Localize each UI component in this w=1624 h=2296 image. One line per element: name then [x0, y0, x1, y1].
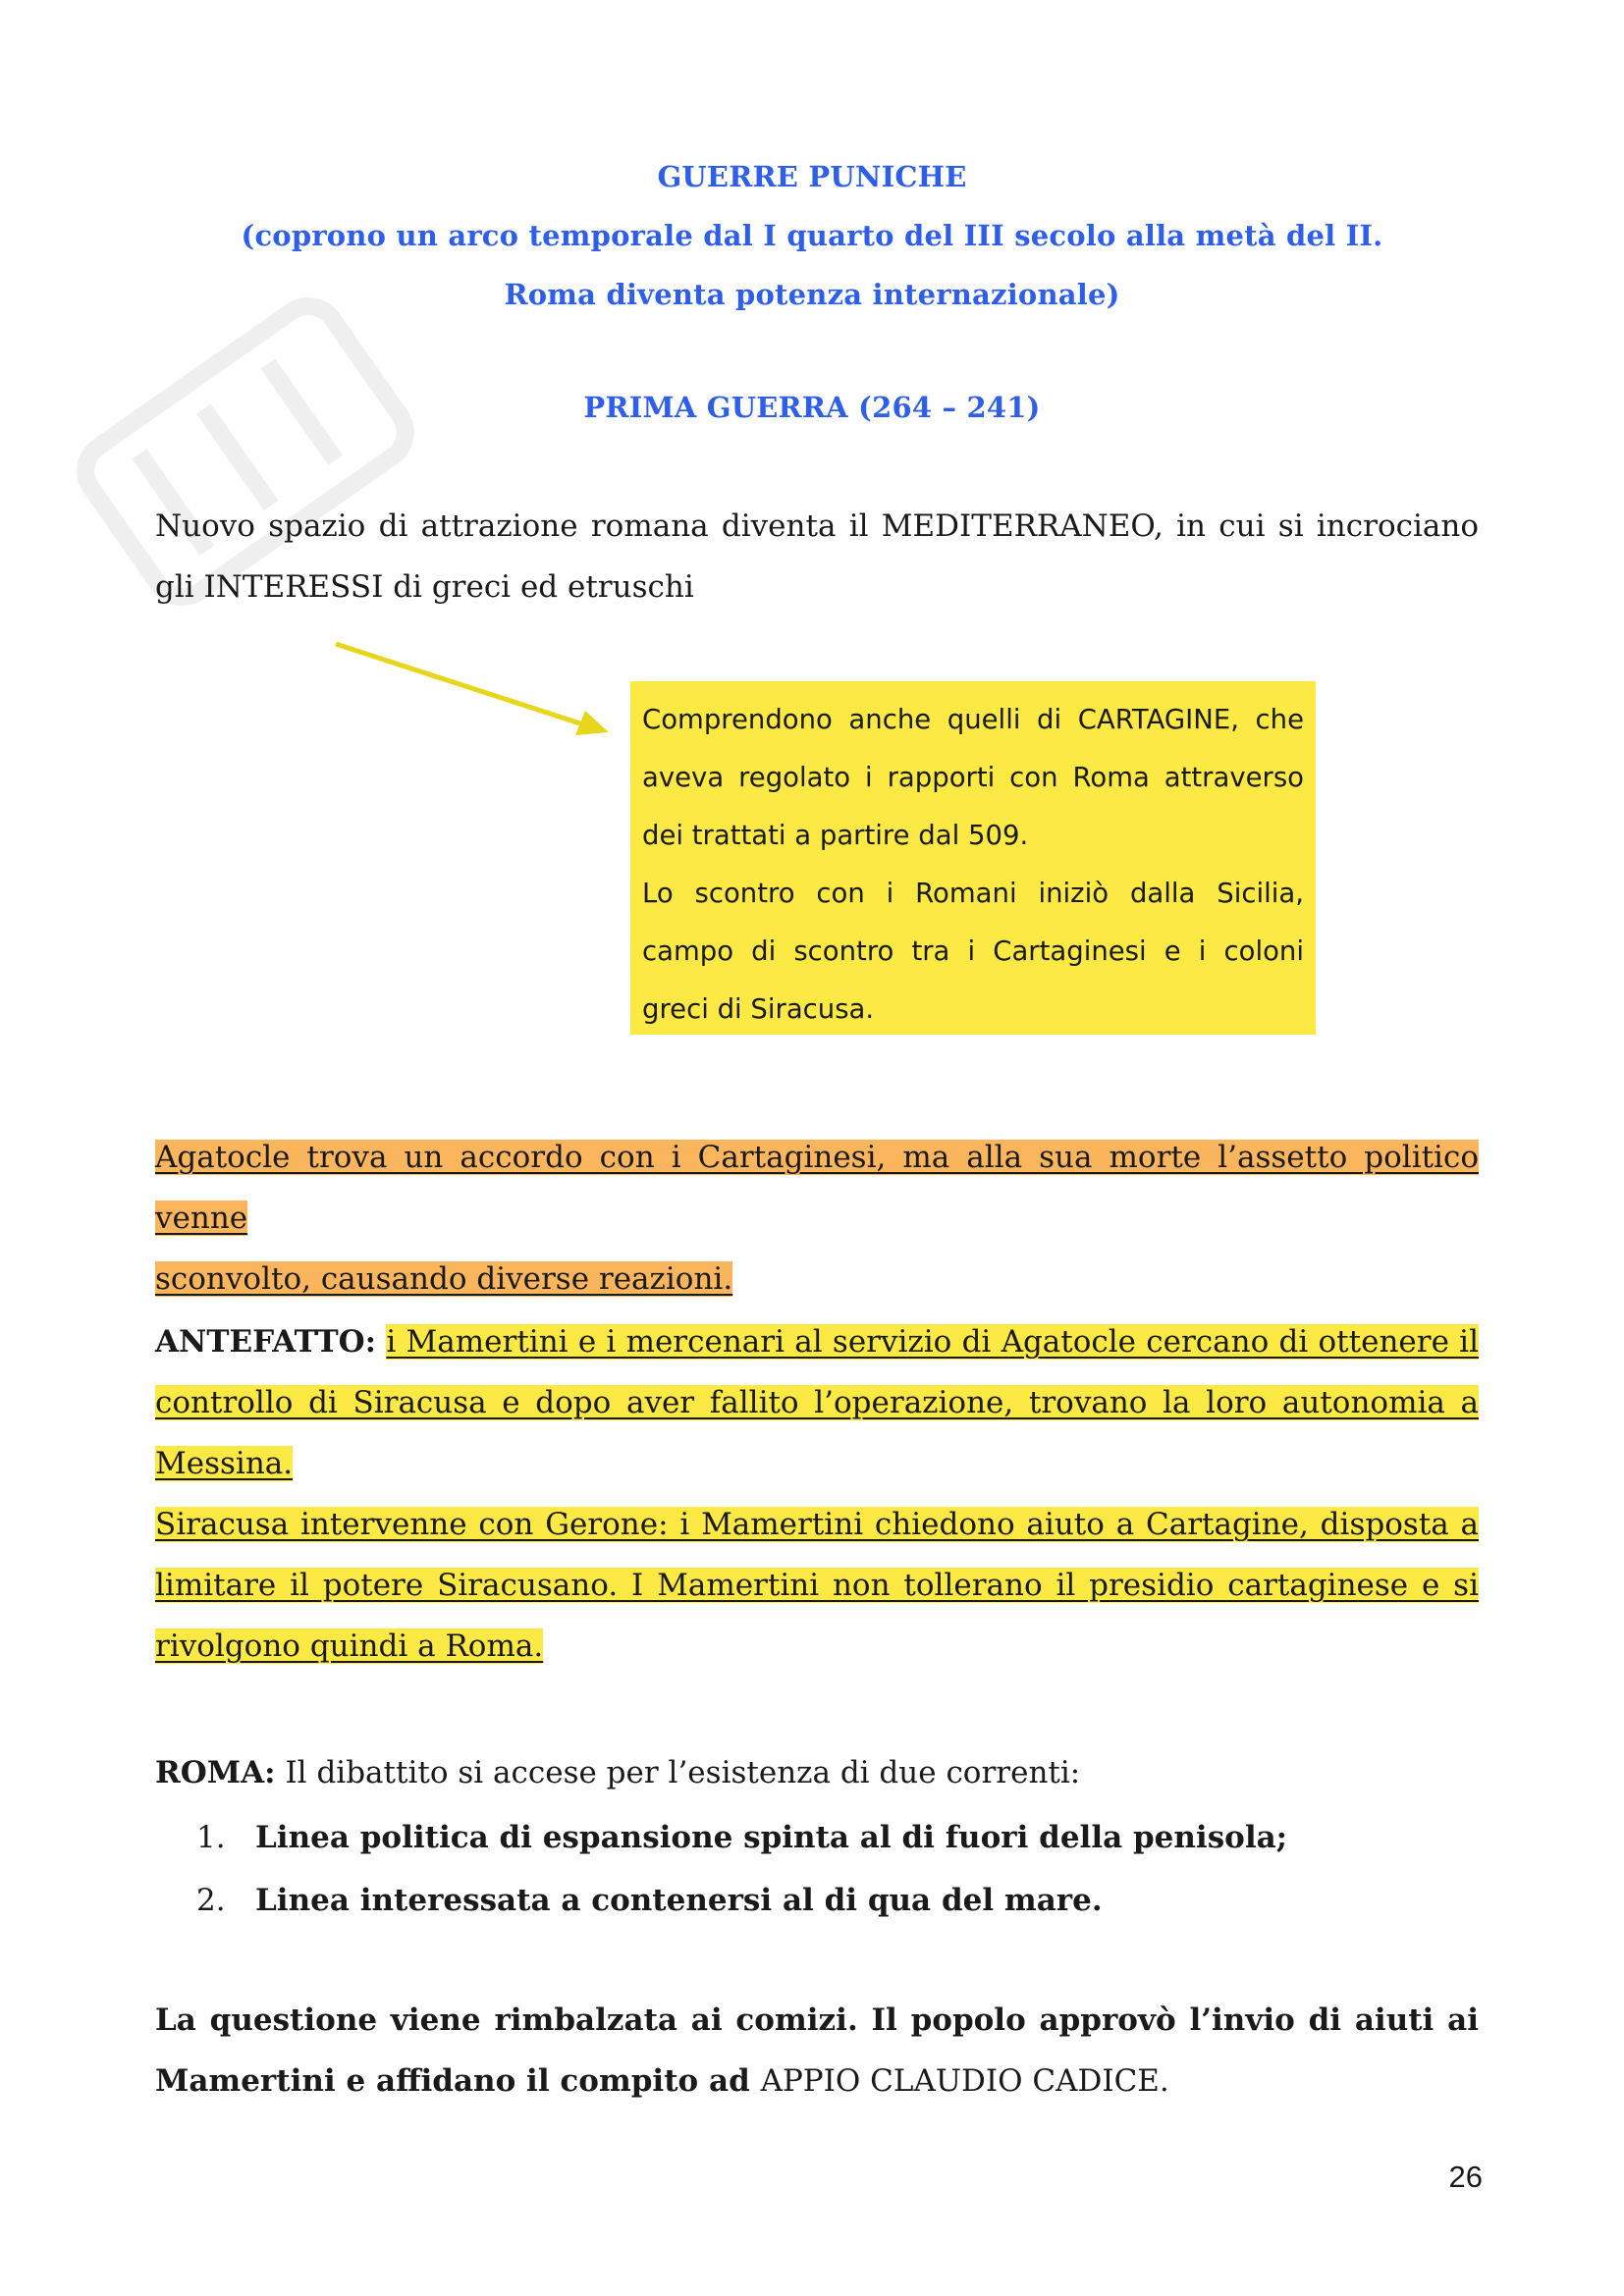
list-item-number: 2. — [196, 1883, 226, 1918]
callout-paragraph-1: Comprendono anche quelli di CARTAGINE, che aveva regolato i rapporti con Roma attraverso dei trattati a partire dal 509. — [642, 704, 1304, 851]
antefatto-paragraph — [155, 1311, 1479, 1677]
antefatto-line-4: Siracusa intervenne con Gerone: i Mamertini chiedono aiuto a Cartagine, disposta a — [155, 1507, 1479, 1542]
section-title-block — [0, 378, 1624, 437]
list-item-number: 1. — [196, 1820, 226, 1855]
conclusion-line-2: Mamertini e affidano il compito ad — [155, 2063, 761, 2099]
subtitle-line-2: Roma diventa potenza internazionale) — [504, 278, 1120, 311]
callout-box — [630, 681, 1316, 1035]
antefatto-label: ANTEFATTO: — [155, 1324, 377, 1360]
title-block — [0, 147, 1624, 324]
antefatto-line-5: limitare il potere Siracusano. I Mamertini non tollerano il presidio cartaginese e si — [155, 1568, 1479, 1603]
arrow-icon — [324, 628, 619, 746]
antefatto-line-2: controllo di Siracusa e dopo aver fallito l’operazione, trovano la loro autonomia a — [155, 1385, 1479, 1420]
intro-paragraph — [155, 496, 1479, 617]
page-title: GUERRE PUNICHE — [657, 160, 967, 193]
antefatto-line-3: Messina. — [155, 1446, 294, 1481]
intro-line-2: gli INTERESSI di greci ed etruschi — [155, 569, 694, 605]
callout-paragraph-2: Lo scontro con i Romani iniziò dalla Sicilia, campo di scontro tra i Cartaginesi e i coloni greci di Siracusa. — [642, 878, 1304, 1025]
section-title: PRIMA GUERRA (264 – 241) — [583, 391, 1041, 424]
list-item-text: Linea politica di espansione spinta al di fuori della penisola; — [255, 1820, 1288, 1855]
antefatto-line-6: rivolgono quindi a Roma. — [155, 1629, 544, 1664]
roma-label: ROMA: — [155, 1755, 276, 1790]
subtitle-line-1: (coprono un arco temporale dal I quarto del III secolo alla metà del II. — [241, 219, 1383, 252]
antefatto-line-1: i Mamertini e i mercenari al servizio di Agatocle cercano di ottenere il — [386, 1324, 1479, 1360]
roma-text: Il dibattito si accese per l’esistenza di due correnti: — [285, 1755, 1081, 1790]
agatocle-paragraph — [155, 1127, 1479, 1309]
conclusion-paragraph — [155, 1990, 1479, 2111]
conclusion-line-1: La questione viene rimbalzata ai comizi. Il popolo approvò l’invio di aiuti ai — [155, 2002, 1479, 2038]
agatocle-line-1: Agatocle trova un accordo con i Cartaginesi, ma alla sua morte l’assetto politico venne — [155, 1140, 1479, 1236]
list-item-text: Linea interessata a contenersi al di qua del mare. — [255, 1883, 1103, 1918]
list-item — [196, 1806, 1287, 1869]
list-item — [196, 1869, 1287, 1932]
conclusion-name: APPIO CLAUDIO CADICE. — [760, 2063, 1169, 2099]
agatocle-line-2: sconvolto, causando diverse reazioni. — [155, 1261, 733, 1297]
roma-paragraph — [155, 1742, 1479, 1803]
page-number: 26 — [1448, 2160, 1483, 2194]
intro-line-1: Nuovo spazio di attrazione romana diventa il MEDITERRANEO, in cui si incrociano — [155, 508, 1479, 544]
currents-list — [196, 1806, 1287, 1932]
